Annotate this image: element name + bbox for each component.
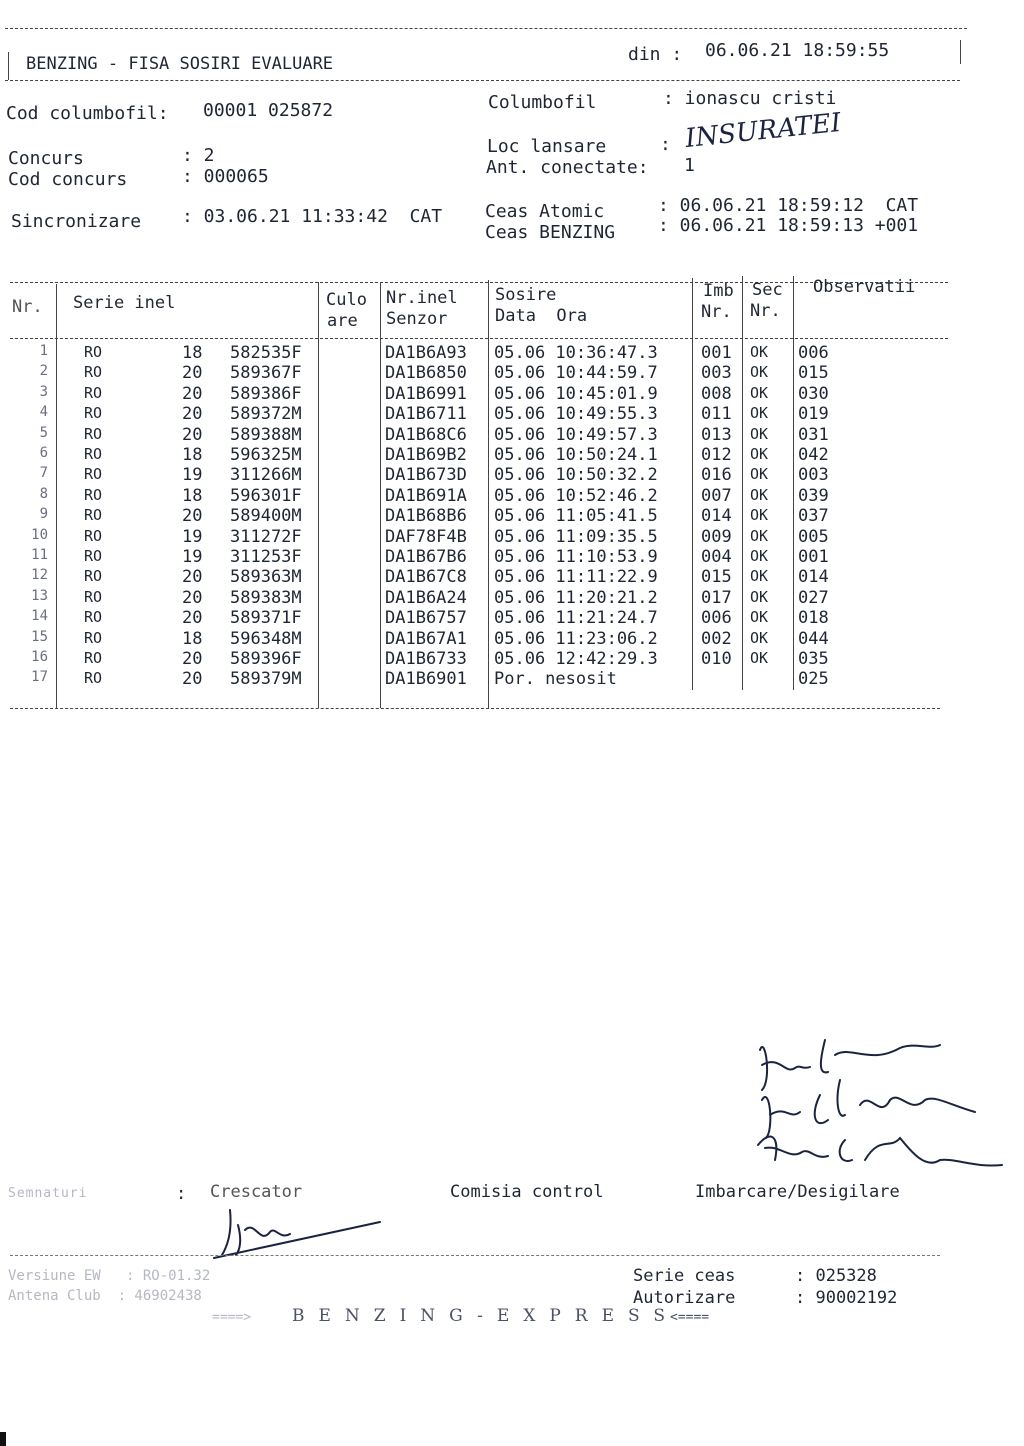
cell-obs: 005 [798,526,829,547]
page-title: BENZING - FISA SOSIRI EVALUARE [26,54,334,74]
cell-serie: 589367F [230,363,302,384]
cell-senzor: DA1B69B2 [385,445,467,465]
serie-ceas-value: : 025328 [795,1266,877,1286]
cell-tara: RO [84,404,103,423]
cell-an: 19 [182,526,203,547]
cell-an: 20 [182,567,203,588]
cell-senzor: DA1B6A93 [385,343,467,363]
cell-obs: 025 [798,669,829,690]
autorizare-value: : 90002192 [795,1288,898,1308]
cell-tara: RO [84,363,103,382]
cell-serie: 582535F [230,343,302,363]
cell-sec: OK [750,404,769,423]
columbofil-value: : ionascu cristi [663,88,837,109]
cell-serie: 589388M [230,424,302,445]
cell-imb: 013 [701,424,732,445]
cell-sec: OK [750,343,769,361]
cell-an: 18 [182,485,203,506]
cod-columbofil-label: Cod columbofil: [6,103,169,124]
cell-sec: OK [750,363,769,382]
cell-serie: 589400M [230,506,302,527]
cell-obs: 015 [798,363,829,384]
table-top-rule [10,282,948,283]
cell-sec: OK [750,485,769,504]
header-imb: Imb [703,281,734,301]
cell-obs: 006 [798,343,829,363]
cell-serie: 589363M [230,567,302,588]
header-right-edge [960,40,961,64]
cell-an: 20 [182,424,203,445]
cell-sec: OK [750,383,769,402]
cell-sosire: 05.06 11:23:06.2 [494,628,658,649]
cell-sosire: 05.06 10:49:57.3 [494,424,658,445]
cell-senzor: DA1B67A1 [385,628,467,649]
cell-sosire: 05.06 12:42:29.3 [494,649,658,669]
header-senzor: Senzor [386,309,448,329]
cell-imb: 009 [701,526,732,547]
cell-nr: 12 [31,567,48,584]
cell-serie: 596325M [230,445,302,465]
cell-imb: 010 [701,649,732,669]
cell-sec: OK [750,649,769,667]
cell-serie: 596301F [230,485,302,506]
cell-serie: 589386F [230,383,302,404]
cell-obs: 030 [798,383,829,404]
cell-serie: 589383M [230,587,302,608]
cell-tara: RO [84,547,103,565]
table-row [0,608,1024,628]
loc-lansare-handwritten: INSURATEI [683,107,843,155]
header-sec-nr: Nr. [750,301,781,321]
cell-an: 18 [182,445,203,465]
footer-rule [10,1255,940,1256]
table-row [0,506,1024,526]
cell-nr: 6 [39,445,48,461]
cell-imb: 012 [701,445,732,465]
cell-sosire: 05.06 10:50:32.2 [494,465,658,486]
header-culoare-1: Culo [326,290,367,310]
ceas-benzing-label: Ceas BENZING [485,222,616,243]
watermark-arrow-left: ====> [212,1310,252,1325]
cell-tara: RO [84,445,103,463]
header-imb-nr: Nr. [701,302,732,322]
cell-senzor: DA1B68B6 [385,506,467,527]
header-nr: Nr. [12,297,43,317]
table-bottom-rule [10,708,940,709]
cell-serie: 589396F [230,649,302,669]
cell-imb: 016 [701,465,732,486]
ceas-benzing-value: : 06.06.21 18:59:13 +001 [658,215,919,236]
cell-sec: OK [750,547,769,565]
serie-ceas-label: Serie ceas [633,1266,736,1286]
cell-tara: RO [84,506,103,525]
cell-imb: 017 [701,587,732,608]
cell-nr: 2 [39,363,48,380]
cell-tara: RO [84,485,103,504]
table-row [0,669,1024,689]
cell-nr: 11 [31,547,48,563]
cell-sec: OK [750,628,769,647]
cell-sec: OK [750,567,769,586]
cell-obs: 027 [798,587,829,608]
cell-sosire: 05.06 10:44:59.7 [494,363,658,384]
cell-nr: 3 [39,383,48,400]
cell-tara: RO [84,608,103,627]
cell-senzor: DA1B68C6 [385,424,467,445]
cell-senzor: DA1B67C8 [385,567,467,588]
cell-sosire: 05.06 10:49:55.3 [494,404,658,425]
table-row [0,465,1024,485]
cell-nr: 9 [39,506,48,523]
columbofil-label: Columbofil [488,92,597,113]
cell-serie: 311253F [230,547,302,567]
cell-sec: OK [750,506,769,525]
cell-an: 20 [182,506,203,527]
table-row [0,404,1024,424]
cell-obs: 003 [798,465,829,486]
cell-imb: 011 [701,404,732,425]
cell-an: 20 [182,363,203,384]
cell-senzor: DA1B6757 [385,608,467,629]
cell-senzor: DA1B6711 [385,404,467,425]
cell-tara: RO [84,628,103,647]
header-sec: Sec [752,280,783,300]
cell-sosire: 05.06 11:05:41.5 [494,506,658,527]
ceas-atomic-value: : 06.06.21 18:59:12 CAT [658,195,919,216]
breeder-signature [200,1200,390,1270]
cell-nr: 5 [39,424,48,441]
header-culoare-2: are [327,311,358,331]
cell-senzor: DA1B691A [385,485,467,506]
scan-edge-mark [0,1432,6,1446]
header-serie-inel: Serie inel [73,293,176,313]
cell-an: 20 [182,669,203,690]
comisia-control-label: Comisia control [450,1182,604,1202]
cell-tara: RO [84,587,103,606]
cell-serie: 311272F [230,526,302,547]
cell-an: 20 [182,649,203,669]
cod-concurs-label: Cod concurs [8,169,128,190]
cell-obs: 019 [798,404,829,425]
cell-sosire: 05.06 11:20:21.2 [494,587,658,608]
header-bottom-rule [5,80,960,81]
cell-tara: RO [84,424,103,443]
antena-club: Antena Club : 46902438 [8,1288,202,1304]
cell-nr: 10 [31,526,48,543]
cell-sec: OK [750,608,769,627]
cell-obs: 014 [798,567,829,588]
cell-serie: 596348M [230,628,302,649]
cod-concurs-value: : 000065 [182,166,269,187]
cell-tara: RO [84,649,103,667]
ceas-atomic-label: Ceas Atomic [485,201,605,222]
table-row [0,588,1024,608]
autorizare-label: Autorizare [633,1288,736,1308]
cell-imb: 008 [701,383,732,404]
cell-imb: 007 [701,485,732,506]
cell-sec: OK [750,526,769,545]
table-header-rule [10,338,948,339]
cell-imb: 002 [701,628,732,649]
cell-imb: 006 [701,608,732,629]
header-top-rule [5,28,967,29]
cell-obs: 042 [798,445,829,465]
sincronizare-label: Sincronizare [11,211,142,232]
cell-serie: 311266M [230,465,302,486]
cell-sosire: Por. nesosit [494,669,617,690]
cell-an: 20 [182,383,203,404]
cell-tara: RO [84,383,103,402]
date-value: 06.06.21 18:59:55 [705,40,890,61]
cell-sosire: 05.06 10:52:46.2 [494,485,658,506]
signatures-colon: : [176,1184,187,1204]
concurs-value: : 2 [182,145,215,166]
cell-serie: 589372M [230,404,302,425]
cell-imb: 004 [701,547,732,567]
cell-nr: 14 [31,608,48,625]
cell-sec: OK [750,424,769,443]
cell-imb: 015 [701,567,732,588]
cell-nr: 8 [39,485,48,502]
date-label: din : [628,44,683,65]
table-row [0,425,1024,445]
sincronizare-value: : 03.06.21 11:33:42 CAT [182,206,443,227]
cell-tara: RO [84,567,103,586]
cell-an: 20 [182,587,203,608]
cell-sosire: 05.06 10:45:01.9 [494,383,658,404]
table-row [0,629,1024,649]
cell-an: 18 [182,343,203,363]
signatures-label: Semnaturi [8,1186,88,1201]
loc-lansare-label: Loc lansare [487,136,607,157]
cell-an: 19 [182,465,203,486]
cell-nr: 7 [39,465,48,482]
cell-sosire: 05.06 10:50:24.1 [494,445,658,465]
cod-columbofil-value: 00001 025872 [203,100,334,121]
header-sosire: Sosire [495,285,557,305]
cell-obs: 037 [798,506,829,527]
cell-tara: RO [84,465,103,484]
cell-imb: 003 [701,363,732,384]
cell-obs: 039 [798,485,829,506]
cell-obs: 001 [798,547,829,567]
header-observatii: Observatii [813,277,916,297]
cell-an: 19 [182,547,203,567]
header-left-edge [8,52,9,80]
cell-nr: 1 [39,343,48,359]
cell-obs: 044 [798,628,829,649]
cell-an: 20 [182,404,203,425]
cell-sosire: 05.06 11:11:22.9 [494,567,658,588]
watermark-arrow-right: <==== [670,1310,710,1325]
table-row [0,486,1024,506]
cell-tara: RO [84,343,103,361]
table-row [0,547,1024,567]
cell-senzor: DA1B67B6 [385,547,467,567]
cell-senzor: DA1B6733 [385,649,467,669]
cell-nr: 16 [31,649,48,665]
versiune-ew: Versiune EW : RO-01.32 [8,1268,211,1284]
header-nr-inel: Nr.inel [386,288,458,308]
concurs-label: Concurs [8,148,84,169]
cell-sosire: 05.06 11:09:35.5 [494,526,658,547]
table-row [0,363,1024,383]
cell-sec: OK [750,465,769,484]
cell-sosire: 05.06 11:10:53.9 [494,547,658,567]
ant-conectate-value: 1 [684,155,695,176]
cell-tara: RO [84,669,103,688]
loc-lansare-colon: : [660,134,671,155]
commission-signatures [740,1020,1010,1180]
cell-senzor: DA1B673D [385,465,467,486]
cell-an: 18 [182,628,203,649]
table-row [0,649,1024,669]
cell-an: 20 [182,608,203,629]
cell-obs: 031 [798,424,829,445]
table-row [0,343,1024,363]
cell-sec: OK [750,445,769,463]
cell-imb: 014 [701,506,732,527]
crescator-label: Crescator [210,1182,303,1202]
cell-sosire: 05.06 11:21:24.7 [494,608,658,629]
table-row [0,445,1024,465]
benzing-express-watermark: BENZING-EXPRESS [292,1306,679,1326]
header-data-ora: Data Ora [495,306,588,326]
cell-imb: 001 [701,343,732,363]
table-row [0,527,1024,547]
cell-serie: 589379M [230,669,302,690]
cell-obs: 035 [798,649,829,669]
cell-nr: 4 [39,404,48,421]
cell-serie: 589371F [230,608,302,629]
table-row [0,384,1024,404]
cell-sec: OK [750,587,769,606]
cell-senzor: DA1B6A24 [385,587,467,608]
cell-nr: 17 [31,669,48,686]
cell-nr: 13 [31,587,48,604]
table-row [0,567,1024,587]
cell-tara: RO [84,526,103,545]
cell-senzor: DA1B6901 [385,669,467,690]
imbarcare-label: Imbarcare/Desigilare [695,1182,900,1202]
cell-obs: 018 [798,608,829,629]
cell-senzor: DA1B6850 [385,363,467,384]
cell-sosire: 05.06 10:36:47.3 [494,343,658,363]
cell-senzor: DA1B6991 [385,383,467,404]
cell-senzor: DAF78F4B [385,526,467,547]
ant-conectate-label: Ant. conectate: [486,157,649,178]
cell-nr: 15 [31,628,48,645]
